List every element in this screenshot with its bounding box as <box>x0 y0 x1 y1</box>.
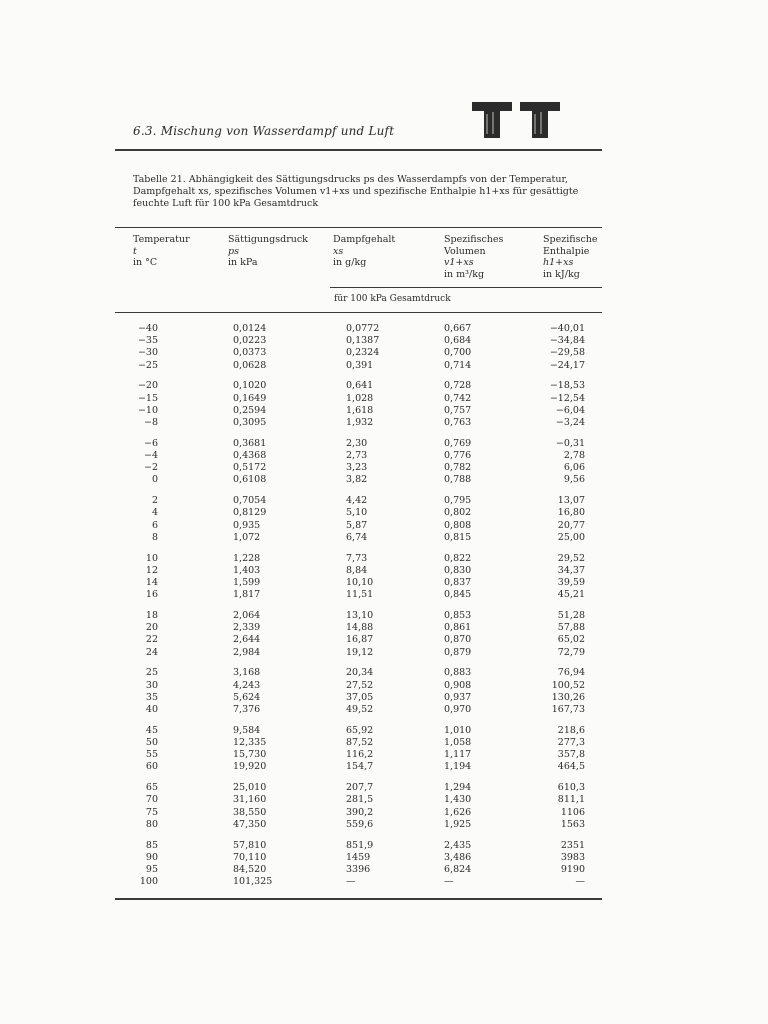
table-row <box>0 520 768 532</box>
table-row <box>0 680 768 692</box>
cell-temperature: 14 <box>145 577 158 588</box>
cell-pressure: 1,403 <box>233 564 261 576</box>
cell-enthalpy: −24,17 <box>549 359 585 371</box>
cell-temperature: 16 <box>145 589 158 601</box>
cell-pressure: 2,984 <box>233 646 261 658</box>
cell-temperature: −8 <box>143 417 158 428</box>
table-row <box>0 794 768 806</box>
cell-volume: 6,824 <box>444 864 472 875</box>
cell-pressure: 1,072 <box>233 531 261 543</box>
cell-pressure: 0,1649 <box>233 392 267 404</box>
table-row <box>0 405 768 417</box>
cell-temperature: −40 <box>137 323 158 334</box>
table-row <box>0 335 768 347</box>
section-title: 6.3. Mischung von Wasserdampf und Luft <box>133 124 395 138</box>
cell-temperature: 50 <box>145 737 158 748</box>
cell-temperature: −10 <box>137 404 158 416</box>
cell-enthalpy: 65,02 <box>557 634 585 646</box>
cell-volume: 2,435 <box>444 839 472 851</box>
cell-steam-content: 0,641 <box>346 380 374 392</box>
cell-volume: 0,700 <box>444 347 472 359</box>
cell-enthalpy: 2351 <box>560 839 585 851</box>
cell-pressure: 7,376 <box>233 704 261 715</box>
cell-enthalpy: 9190 <box>560 864 585 875</box>
cell-enthalpy: −3,24 <box>555 417 585 428</box>
table-row <box>0 393 768 405</box>
cell-steam-content: 87,52 <box>346 737 374 748</box>
cell-enthalpy: 357,8 <box>557 749 585 761</box>
table-row <box>0 864 768 876</box>
cell-volume: 0,714 <box>444 359 472 371</box>
cell-enthalpy: 130,26 <box>551 691 585 703</box>
cell-enthalpy: 811,1 <box>557 794 585 806</box>
cell-volume: 0,822 <box>444 552 472 564</box>
cell-steam-content: 4,42 <box>346 495 368 507</box>
cell-volume: 0,769 <box>444 437 472 449</box>
cell-pressure: 1,228 <box>233 552 261 564</box>
cell-steam-content: 0,0772 <box>346 323 380 334</box>
cell-steam-content: 1459 <box>346 851 371 863</box>
cell-enthalpy: 2,78 <box>563 450 585 461</box>
cell-pressure: 1,817 <box>233 589 261 601</box>
cell-temperature: 95 <box>145 864 158 875</box>
cell-pressure: 0,0373 <box>233 347 267 359</box>
cell-steam-content: 0,2324 <box>346 347 380 359</box>
cell-steam-content: 1,932 <box>346 417 374 428</box>
cell-pressure: 2,064 <box>233 610 261 621</box>
cell-pressure: 47,350 <box>233 818 267 830</box>
cell-steam-content: 7,73 <box>346 552 368 564</box>
table-row <box>0 507 768 519</box>
cell-steam-content: 27,52 <box>346 679 374 691</box>
table-row <box>0 761 768 773</box>
header-rule <box>115 149 602 151</box>
table-row <box>0 610 768 622</box>
table-row <box>0 553 768 565</box>
cell-pressure: 70,110 <box>233 851 267 863</box>
table-row <box>0 347 768 359</box>
cell-pressure: 2,644 <box>233 634 261 646</box>
cell-pressure: 0,5172 <box>233 462 267 474</box>
cell-volume: 0,776 <box>444 450 472 461</box>
table-caption <box>133 174 603 210</box>
cell-temperature: 6 <box>151 519 158 531</box>
cell-volume: 0,853 <box>444 610 472 621</box>
cell-pressure: 0,0124 <box>233 323 267 334</box>
cell-temperature: 10 <box>145 552 158 564</box>
cell-volume: 0,795 <box>444 495 472 507</box>
table-top-rule <box>115 227 602 228</box>
cell-steam-content: 1,028 <box>346 392 374 404</box>
cell-temperature: 0 <box>151 474 158 486</box>
subheader-rule <box>330 287 602 288</box>
cell-temperature: 80 <box>145 818 158 830</box>
cell-pressure: 9,584 <box>233 724 261 736</box>
cell-steam-content: 3,82 <box>346 474 368 486</box>
cell-pressure: 1,599 <box>233 577 261 588</box>
cell-steam-content: 390,2 <box>346 806 374 818</box>
cell-enthalpy: −18,53 <box>549 380 585 392</box>
cell-enthalpy: 72,79 <box>557 646 585 658</box>
cell-temperature: 4 <box>151 507 158 519</box>
column-header-enthalpy: Spezifische Enthalpie h1+xs in kJ/kg <box>543 234 598 280</box>
cell-volume: 1,194 <box>444 761 472 773</box>
cell-temperature: 45 <box>145 724 158 736</box>
cell-temperature: 55 <box>145 749 158 761</box>
tt-logo <box>470 100 562 140</box>
cell-enthalpy: 20,77 <box>557 519 585 531</box>
cell-temperature: 70 <box>145 794 158 806</box>
cell-volume: 0,970 <box>444 704 472 715</box>
table-row <box>0 450 768 462</box>
cell-enthalpy: 1106 <box>560 806 585 818</box>
cell-steam-content: 3396 <box>346 864 371 875</box>
table-row <box>0 782 768 794</box>
cell-steam-content: 1,618 <box>346 404 374 416</box>
cell-temperature: 40 <box>145 704 158 715</box>
cell-enthalpy: 39,59 <box>557 577 585 588</box>
cell-steam-content: 207,7 <box>346 782 374 794</box>
cell-temperature: 25 <box>145 667 158 679</box>
cell-temperature: 30 <box>145 679 158 691</box>
table-row <box>0 462 768 474</box>
cell-volume: 0,845 <box>444 589 472 601</box>
cell-pressure: 2,339 <box>233 622 261 634</box>
cell-pressure: 0,2594 <box>233 404 267 416</box>
cell-volume: 0,742 <box>444 392 472 404</box>
cell-steam-content: 11,51 <box>346 589 374 601</box>
cell-volume: 0,937 <box>444 691 472 703</box>
cell-enthalpy: −40,01 <box>549 323 585 334</box>
cell-volume: 0,684 <box>444 335 472 347</box>
column-header-temperature: Temperatur t in °C <box>133 234 190 268</box>
caption-line: Tabelle 21. Abhängigkeit des Sättigungsdrucks ps des Wasserdampfs von der Temperatur, <box>133 174 568 185</box>
cell-volume: 0,667 <box>444 323 472 334</box>
cell-enthalpy: 464,5 <box>557 761 585 773</box>
cell-steam-content: 49,52 <box>346 704 374 715</box>
column-header-steam-content: Dampfgehalt xs in g/kg <box>333 234 396 268</box>
cell-temperature: 20 <box>145 622 158 634</box>
column-header-pressure: Sättigungsdruck ps in kPa <box>228 234 308 268</box>
cell-volume: 0,879 <box>444 646 472 658</box>
cell-enthalpy: 25,00 <box>557 531 585 543</box>
cell-enthalpy: 277,3 <box>557 737 585 748</box>
cell-steam-content: 65,92 <box>346 724 374 736</box>
table-row <box>0 495 768 507</box>
table-row <box>0 807 768 819</box>
cell-enthalpy: −34,84 <box>549 335 585 347</box>
cell-pressure: 12,335 <box>233 737 267 748</box>
cell-volume: 3,486 <box>444 851 472 863</box>
cell-volume: 0,788 <box>444 474 472 486</box>
cell-volume: 0,782 <box>444 462 472 474</box>
cell-steam-content: 3,23 <box>346 462 368 474</box>
cell-pressure: 4,243 <box>233 679 261 691</box>
cell-enthalpy: −6,04 <box>555 404 585 416</box>
cell-enthalpy: — <box>575 876 585 888</box>
cell-enthalpy: 13,07 <box>557 495 585 507</box>
cell-pressure: 25,010 <box>233 782 267 794</box>
column-header-volume: Spezifisches Volumen v1+xs in m³/kg <box>444 234 504 280</box>
cell-pressure: 0,8129 <box>233 507 267 519</box>
cell-enthalpy: −0,31 <box>555 437 585 449</box>
cell-enthalpy: 9,56 <box>563 474 585 486</box>
cell-enthalpy: 610,3 <box>557 782 585 794</box>
cell-enthalpy: 3983 <box>560 851 585 863</box>
cell-enthalpy: 51,28 <box>557 610 585 621</box>
cell-pressure: 15,730 <box>233 749 267 761</box>
cell-volume: 1,430 <box>444 794 472 806</box>
cell-enthalpy: 16,80 <box>557 507 585 519</box>
cell-enthalpy: −12,54 <box>549 392 585 404</box>
table-row <box>0 667 768 679</box>
cell-pressure: 0,0628 <box>233 359 267 371</box>
cell-temperature: −25 <box>137 359 158 371</box>
cell-volume: 1,925 <box>444 818 472 830</box>
cell-temperature: 18 <box>145 610 158 621</box>
cell-temperature: 12 <box>145 564 158 576</box>
cell-temperature: 90 <box>145 851 158 863</box>
cell-enthalpy: 1563 <box>560 818 585 830</box>
cell-steam-content: 10,10 <box>346 577 374 588</box>
cell-pressure: 19,920 <box>233 761 267 773</box>
cell-temperature: 100 <box>139 876 158 888</box>
cell-pressure: 0,1020 <box>233 380 267 392</box>
cell-temperature: −30 <box>137 347 158 359</box>
table-row <box>0 380 768 392</box>
cell-volume: 1,294 <box>444 782 472 794</box>
cell-enthalpy: 34,37 <box>557 564 585 576</box>
table-row <box>0 417 768 429</box>
table-row <box>0 749 768 761</box>
cell-pressure: 0,0223 <box>233 335 267 347</box>
caption-line: feuchte Luft für 100 kPa Gesamtdruck <box>133 198 319 209</box>
cell-volume: 1,010 <box>444 724 472 736</box>
cell-steam-content: 2,30 <box>346 437 368 449</box>
cell-volume: 0,757 <box>444 404 472 416</box>
table-row <box>0 819 768 831</box>
cell-steam-content: 2,73 <box>346 450 368 461</box>
cell-pressure: 0,3681 <box>233 437 267 449</box>
table-row <box>0 577 768 589</box>
table-header-rule <box>115 312 602 313</box>
cell-enthalpy: 29,52 <box>557 552 585 564</box>
cell-enthalpy: 76,94 <box>557 667 585 679</box>
cell-temperature: 65 <box>145 782 158 794</box>
cell-pressure: 31,160 <box>233 794 267 806</box>
cell-pressure: 84,520 <box>233 864 267 875</box>
cell-temperature: 24 <box>145 646 158 658</box>
table-row <box>0 876 768 888</box>
cell-volume: 0,861 <box>444 622 472 634</box>
cell-volume: 0,870 <box>444 634 472 646</box>
cell-steam-content: 559,6 <box>346 818 374 830</box>
cell-steam-content: 851,9 <box>346 839 374 851</box>
cell-steam-content: 19,12 <box>346 646 374 658</box>
cell-steam-content: 5,87 <box>346 519 368 531</box>
table-row <box>0 737 768 749</box>
table-row <box>0 565 768 577</box>
cell-volume: 0,908 <box>444 679 472 691</box>
cell-volume: 0,728 <box>444 380 472 392</box>
cell-temperature: 2 <box>151 495 158 507</box>
cell-enthalpy: −29,58 <box>549 347 585 359</box>
cell-temperature: −15 <box>137 392 158 404</box>
cell-volume: 0,802 <box>444 507 472 519</box>
cell-pressure: 57,810 <box>233 839 267 851</box>
cell-enthalpy: 167,73 <box>551 704 585 715</box>
cell-pressure: 5,624 <box>233 691 261 703</box>
table-row <box>0 704 768 716</box>
cell-steam-content: 37,05 <box>346 691 374 703</box>
cell-temperature: −35 <box>137 335 158 347</box>
cell-steam-content: 154,7 <box>346 761 374 773</box>
cell-pressure: 0,6108 <box>233 474 267 486</box>
cell-steam-content: 116,2 <box>346 749 374 761</box>
cell-enthalpy: 45,21 <box>557 589 585 601</box>
cell-temperature: −4 <box>143 450 158 461</box>
cell-enthalpy: 218,6 <box>557 724 585 736</box>
cell-volume: — <box>444 876 454 888</box>
cell-temperature: 75 <box>145 806 158 818</box>
cell-enthalpy: 100,52 <box>551 679 585 691</box>
cell-steam-content: 5,10 <box>346 507 368 519</box>
cell-steam-content: 0,391 <box>346 359 374 371</box>
table-row <box>0 647 768 659</box>
cell-temperature: 8 <box>151 531 158 543</box>
svg-text:TT: TT <box>516 129 519 131</box>
cell-steam-content: 281,5 <box>346 794 374 806</box>
cell-temperature: −2 <box>143 462 158 474</box>
table-row <box>0 725 768 737</box>
cell-temperature: −20 <box>137 380 158 392</box>
cell-steam-content: 8,84 <box>346 564 368 576</box>
cell-temperature: 35 <box>145 691 158 703</box>
cell-steam-content: 13,10 <box>346 610 374 621</box>
cell-volume: 1,626 <box>444 806 472 818</box>
cell-pressure: 0,3095 <box>233 417 267 428</box>
table-row <box>0 622 768 634</box>
cell-temperature: 60 <box>145 761 158 773</box>
table-row <box>0 840 768 852</box>
table-row <box>0 634 768 646</box>
table-row <box>0 532 768 544</box>
cell-steam-content: 6,74 <box>346 531 368 543</box>
cell-temperature: 22 <box>145 634 158 646</box>
cell-steam-content: — <box>346 876 356 888</box>
cell-temperature: −6 <box>143 437 158 449</box>
cell-pressure: 3,168 <box>233 667 261 679</box>
cell-pressure: 0,7054 <box>233 495 267 507</box>
table-row <box>0 692 768 704</box>
table-row <box>0 589 768 601</box>
cell-pressure: 0,4368 <box>233 450 267 461</box>
cell-temperature: 85 <box>145 839 158 851</box>
cell-pressure: 101,325 <box>233 876 273 888</box>
cell-volume: 1,117 <box>444 749 472 761</box>
table-row <box>0 438 768 450</box>
subheader: für 100 kPa Gesamtdruck <box>334 294 451 304</box>
table-bottom-rule <box>115 898 602 900</box>
cell-volume: 0,815 <box>444 531 472 543</box>
cell-enthalpy: 57,88 <box>557 622 585 634</box>
cell-steam-content: 14,88 <box>346 622 374 634</box>
table-row <box>0 360 768 372</box>
cell-pressure: 38,550 <box>233 806 267 818</box>
cell-pressure: 0,935 <box>233 519 261 531</box>
cell-enthalpy: 6,06 <box>563 462 585 474</box>
cell-steam-content: 20,34 <box>346 667 374 679</box>
cell-volume: 0,808 <box>444 519 472 531</box>
table-row <box>0 852 768 864</box>
cell-steam-content: 16,87 <box>346 634 374 646</box>
cell-steam-content: 0,1387 <box>346 335 380 347</box>
table-row <box>0 323 768 335</box>
cell-volume: 0,837 <box>444 577 472 588</box>
cell-volume: 1,058 <box>444 737 472 748</box>
cell-volume: 0,830 <box>444 564 472 576</box>
cell-volume: 0,763 <box>444 417 472 428</box>
cell-volume: 0,883 <box>444 667 472 679</box>
caption-line: Dampfgehalt xs, spezifisches Volumen v1+xs und spezifische Enthalpie h1+xs für gesättigte <box>133 186 579 197</box>
table-row <box>0 474 768 486</box>
